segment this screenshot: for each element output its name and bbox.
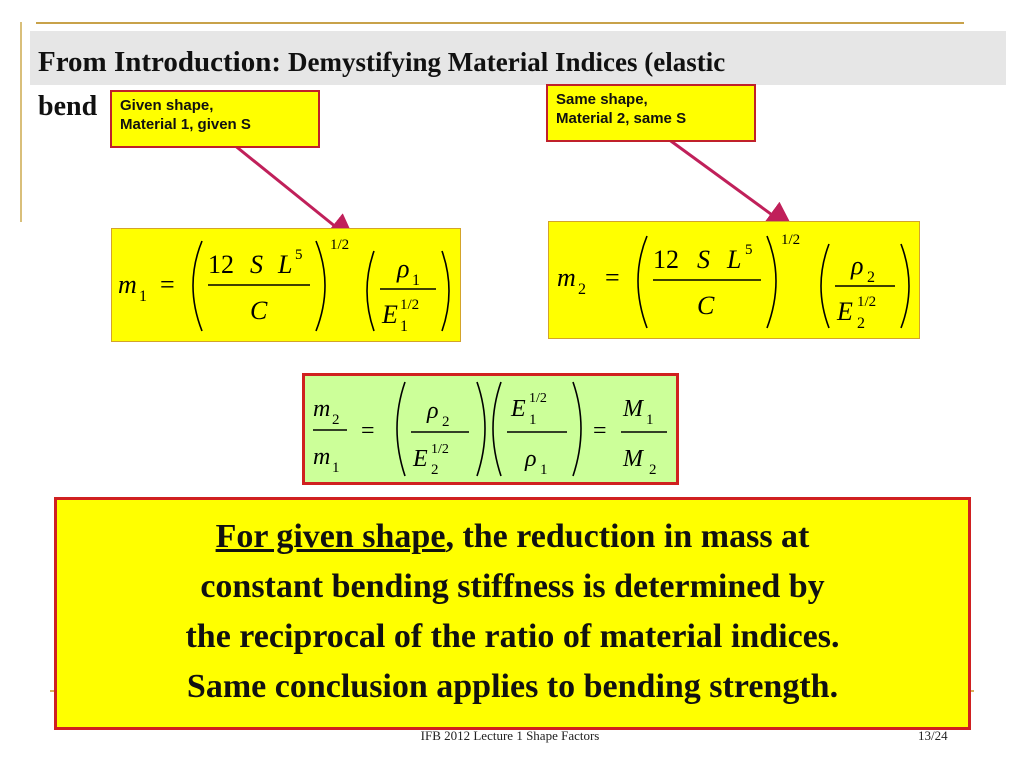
eq1-E-sub: 1 [400, 318, 408, 335]
equation-mass-ratio [302, 373, 679, 485]
eq2-m-sub: 2 [578, 281, 586, 298]
callout-1-line-1: Given shape, [120, 97, 214, 114]
eq2-S: S [697, 245, 710, 274]
eq1-E: E [382, 300, 398, 329]
eq3-equals-1: = [361, 418, 375, 444]
eq1-S: S [250, 250, 263, 279]
eq1-m-sub: 1 [139, 288, 147, 305]
eq1-twelve: 12 [208, 250, 234, 279]
eq3-E-bottom-exp: 1/2 [431, 442, 449, 457]
eq3-M-bottom: M [623, 446, 643, 472]
eq1-outer-exp: 1/2 [330, 237, 350, 253]
eq3-m1-sub: 1 [332, 460, 340, 476]
footer-text: IFB 2012 Lecture 1 Shape Factors [420, 728, 600, 743]
eq3-rho2-sub: 2 [442, 414, 450, 430]
callout-material-1 [110, 90, 320, 148]
eq1-E-exp: 1/2 [400, 297, 420, 313]
conclusion-box [54, 497, 971, 730]
conclusion-underlined: For given shape [215, 518, 446, 555]
eq2-outer-exp: 1/2 [781, 232, 801, 248]
conclusion-line-1-rest: , the reduction in mass at [445, 518, 810, 555]
callout-1-line-2: Material 1, given S [120, 116, 251, 133]
eq3-m2-sub: 2 [332, 412, 340, 428]
conclusion-line-2: constant bending stiffness is determined by [200, 568, 825, 605]
eq3-M1-sub: 1 [646, 412, 654, 428]
eq1-equals: = [160, 270, 175, 299]
eq3-m-top: m [313, 396, 331, 422]
eq1-rho-sub: 1 [412, 272, 420, 289]
eq2-L: L [727, 245, 742, 274]
eq3-rho-bottom: ρ [525, 446, 537, 472]
eq3-rho1-sub: 1 [540, 462, 548, 478]
title-partial: bend [38, 91, 98, 122]
page-number: 13/24 [918, 728, 948, 743]
eq1-m: m [118, 270, 137, 299]
eq3-equals-2: = [593, 418, 607, 444]
eq1-C: C [250, 296, 268, 325]
equation-mass-2 [548, 221, 920, 339]
eq3-E2-sub: 2 [431, 462, 439, 478]
eq3-M-top: M [623, 396, 643, 422]
callout-2-line-2: Material 2, same S [556, 110, 687, 127]
eq1-L-exp: 5 [295, 247, 303, 263]
arrow-left [228, 140, 352, 240]
eq2-m: m [557, 263, 576, 292]
eq2-equals: = [605, 263, 620, 292]
eq3-rho-top: ρ [427, 398, 439, 424]
eq3-E1-sub: 1 [529, 412, 537, 428]
conclusion-line-4: Same conclusion applies to bending strength. [186, 668, 839, 705]
eq1-rho: ρ [397, 254, 410, 283]
eq3-E-top-exp: 1/2 [529, 391, 547, 406]
eq2-rho-sub: 2 [867, 269, 875, 286]
eq2-twelve: 12 [653, 245, 679, 274]
eq2-rho: ρ [851, 251, 864, 280]
eq2-C: C [697, 291, 715, 320]
callout-2-line-1: Same shape, [556, 91, 648, 108]
conclusion-line-1 [57, 512, 968, 562]
eq2-E-exp: 1/2 [857, 294, 877, 310]
eq2-E: E [837, 297, 853, 326]
eq3-E-bottom: E [413, 446, 428, 472]
equation-mass-1 [111, 228, 461, 342]
eq3-E-top: E [511, 396, 526, 422]
eq1-L: L [278, 250, 293, 279]
arrow-right [664, 136, 790, 228]
eq2-E-sub: 2 [857, 315, 865, 332]
conclusion-line-3: the reciprocal of the ratio of material indices. [185, 618, 840, 655]
title-lead: From Introduction: [38, 46, 282, 78]
eq3-m-bottom: m [313, 444, 331, 470]
callout-material-2 [546, 84, 756, 142]
eq3-M2-sub: 2 [649, 462, 657, 478]
eq2-L-exp: 5 [745, 242, 753, 258]
title-rest: Demystifying Material Indices (elastic [288, 47, 726, 77]
